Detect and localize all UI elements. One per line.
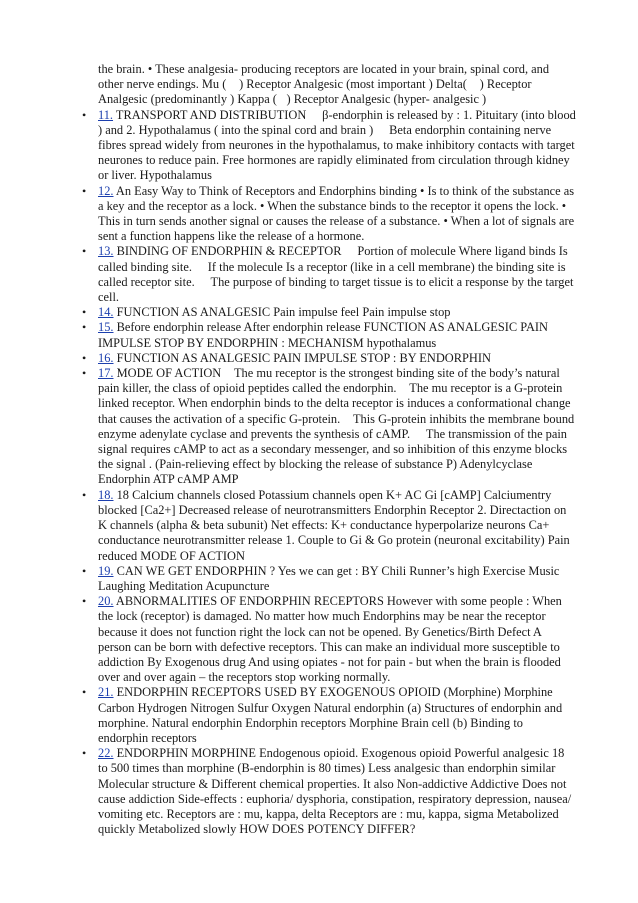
document-body <box>82 62 576 837</box>
list-item-11 <box>82 107 576 184</box>
bullet-icon: • <box>82 350 87 365</box>
bullet-icon: • <box>82 487 87 502</box>
list-item-20 <box>82 594 576 685</box>
item-text: 18 Calcium channels closed Potassium channels open K+ AC Gi [cAMP] Calciumentry blocked [Ca2+] Decreased release of neurotransmitters Endorphin Receptor 2. Directaction on K channels (alpha & beta subunit) Net effects: K+ conductance hyperpolarize neurons Ca+ conductance neurotransmitter release 1. Couple to Gi & Go protein (neuronal excitability) Pain reduced MODE OF ACTION <box>98 487 570 563</box>
list-item-12 <box>82 183 576 245</box>
list-item-22 <box>82 746 576 837</box>
list-item-21 <box>82 685 576 746</box>
slide-link-13[interactable]: 13. <box>98 244 114 259</box>
item-text: MODE OF ACTION The mu receptor is the strongest binding site of the body’s natural pain killer, the class of opioid peptides called the endorphin. The mu receptor is a G-protein linked receptor. When endorphin binds to the delta receptor is induces a conformational change that causes the activation of a specific G-protein. This G-protein inhibits the membrane bound enzyme adenylate cyclase and prevents the synthesis of cAMP. The transmission of the pain signal requires cAMP to act as a secondary messenger, and so inhibition of this enzyme blocks the signal . (Pain-relieving effect by blocking the release of substance P) Adenylcyclase Endorphin ATP cAMP AMP <box>98 366 575 487</box>
bullet-icon: • <box>82 244 87 259</box>
list-item-15 <box>82 320 576 350</box>
item-text: ENDORPHIN RECEPTORS USED BY EXOGENOUS OPIOID (Morphine) Morphine Carbon Hydrogen Nitrogen Sulfur Oxygen Natural endorphin (a) Structures of endorphin and morphine. Natural endorphin Endorphin receptors Morphine Brain cell (b) Binding to endorphin receptors <box>98 685 563 745</box>
slide-link-18[interactable]: 18. <box>98 487 114 502</box>
slide-link-15[interactable]: 15. <box>98 320 114 335</box>
bullet-icon: • <box>82 107 87 122</box>
slide-link-20[interactable]: 20. <box>98 594 114 609</box>
bullet-icon: • <box>82 594 87 609</box>
list-item-16 <box>82 350 576 366</box>
item-text: ENDORPHIN MORPHINE Endogenous opioid. Exogenous opioid Powerful analgesic 18 to 500 times than morphine (B-endorphin is 80 times) Less analgesic than endorphin similar Molecular structure & Different chemical properties. It also Non-addictive Addictive Does not cause addiction Side-effects : euphoria/ dysphoria, constipation, respiratory depression, nausea/ vomiting etc. Receptors are : mu, kappa, delta Receptors are : mu, kappa, sigma Metabolized quickly Metabolized slowly HOW DOES POTENCY DIFFER? <box>98 746 572 837</box>
list-item-19 <box>82 563 576 594</box>
item-text: BINDING OF ENDORPHIN & RECEPTOR Portion of molecule Where ligand binds Is called binding site. If the molecule Is a receptor (like in a cell membrane) the binding site is called receptor site. The purpose of binding to target tissue is to elicit a response by the target cell. <box>98 244 561 305</box>
bullet-icon: • <box>82 320 87 335</box>
slide-link-12[interactable]: 12. <box>98 183 114 198</box>
lead-paragraph: the brain. • These analgesia- producing receptors are located in your brain, spinal cord, and other nerve endings. Mu ( ) Receptor Analgesic (most important ) Delta( ) Receptor Analgesic (predominantly ) Kappa ( ) Receptor Analgesic (hyper- analgesic ) <box>98 62 565 107</box>
slide-link-17[interactable]: 17. <box>98 366 114 381</box>
list-item-14 <box>82 305 576 320</box>
list-item-18 <box>82 487 576 564</box>
bullet-icon: • <box>82 746 87 761</box>
item-text: TRANSPORT AND DISTRIBUTION β-endorphin is released by : 1. Pituitary (into blood ) and 2. Hypothalamus ( into the spinal cord and brain ) Beta endorphin containing nerve fibres spread widely from neurones in the hypothalamus, to make inhibitory contacts with target neurones to reduce pain. Free hormones are rapidly eliminated from circulation through kidney or liver. Hypothalamus <box>98 107 571 183</box>
list-item-17 <box>82 366 576 488</box>
item-text: ABNORMALITIES OF ENDORPHIN RECEPTORS However with some people : When the lock (receptor) is damaged. No matter how much Endorphins may be near the receptor because it does not function right the lock can not be opened. By Genetics/Birth Defect A person can be born with defective receptors. This can make an individual more susceptible to addiction By Exogenous drug And using opiates - not for pain - but when the brain is flooded over and over again – the receptors stop working normally. <box>98 594 562 685</box>
list-item-13 <box>82 244 576 305</box>
item-text: CAN WE GET ENDORPHIN ? Yes we can get : BY Chili Runner’s high Exercise Music Laughing Meditation Acupuncture <box>98 563 560 593</box>
bullet-icon: • <box>82 366 87 381</box>
slide-link-21[interactable]: 21. <box>98 685 114 700</box>
item-text: FUNCTION AS ANALGESIC Pain impulse feel Pain impulse stop <box>113 305 451 320</box>
slide-link-22[interactable]: 22. <box>98 746 114 761</box>
slide-list <box>82 107 576 838</box>
bullet-icon: • <box>82 183 87 198</box>
slide-link-11[interactable]: 11. <box>98 107 114 122</box>
item-text: Before endorphin release After endorphin release FUNCTION AS ANALGESIC PAIN IMPULSE STOP BY ENDORPHIN : MECHANISM hypothalamus <box>98 320 549 350</box>
bullet-icon: • <box>82 685 87 700</box>
item-text: An Easy Way to Think of Receptors and Endorphins binding • Is to think of the substance as a key and the receptor as a lock. • When the substance binds to the receptor it opens the lock. • This in turn sends another signal or causes the release of a substance. • When a lot of signals are sent a function happens like the release of a hormone. <box>98 183 575 244</box>
bullet-icon: • <box>82 305 87 320</box>
slide-link-19[interactable]: 19. <box>98 563 114 578</box>
item-text: FUNCTION AS ANALGESIC PAIN IMPULSE STOP : BY ENDORPHIN <box>113 350 491 365</box>
bullet-icon: • <box>82 563 87 578</box>
slide-link-14[interactable]: 14. <box>98 305 114 320</box>
slide-link-16[interactable]: 16. <box>98 350 114 365</box>
